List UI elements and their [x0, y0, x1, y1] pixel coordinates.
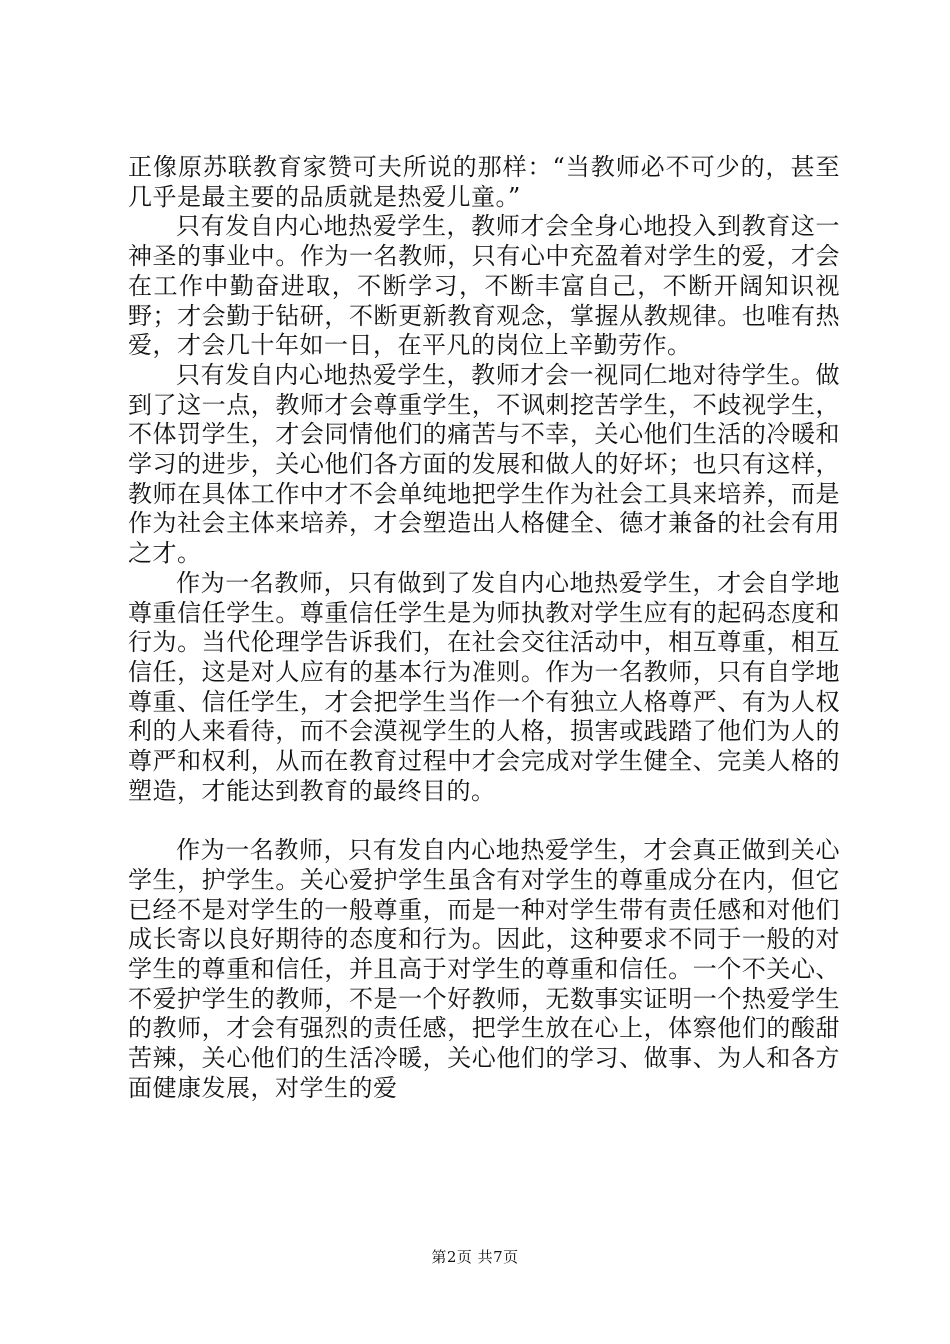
paragraph-5: 作为一名教师，只有发自内心地热爱学生，才会真正做到关心学生，护学生。关心爱护学生虽含有对学生的尊重成分在内，但它已经不是对学生的一般尊重，而是一种对学生带有责任感和对他们成长寄以良好期待的态度和行为。因此，这种要求不同于一般的对学生的尊重和信任，并且高于对学生的尊重和信任。一个不关心、不爱护学生的教师，不是一个好教师，无数事实证明一个热爱学生的教师，才会有强烈的责任感，把学生放在心上，体察他们的酸甜苦辣，关心他们的生活冷暖，关心他们的学习、做事、为人和各方面健康发展，对学生的爱	[128, 836, 840, 1102]
paragraph-4: 作为一名教师，只有做到了发自内心地热爱学生，才会自学地尊重信任学生。尊重信任学生是为师执教对学生应有的起码态度和行为。当代伦理学告诉我们，在社会交往活动中，相互尊重，相互信任，这是对人应有的基本行为准则。作为一名教师，只有自学地尊重、信任学生，才会把学生当作一个有独立人格尊严、有为人权利的人来看待，而不会漠视学生的人格，损害或践踏了他们为人的尊严和权利，从而在教育过程中才会完成对学生健全、完美人格的塑造，才能达到教育的最终目的。	[128, 568, 840, 805]
document-body	[128, 153, 840, 1103]
page-number-footer: 第2页 共7页	[431, 1248, 519, 1266]
paragraph-1: 正像原苏联教育家赞可夫所说的那样：“当教师必不可少的，甚至几乎是最主要的品质就是热爱儿童。”	[128, 153, 840, 211]
paragraph-2: 只有发自内心地热爱学生，教师才会全身心地投入到教育这一神圣的事业中。作为一名教师，只有心中充盈着对学生的爱，才会在工作中勤奋进取，不断学习，不断丰富自己，不断开阔知识视野；才会勤于钻研，不断更新教育观念，掌握从教规律。也唯有热爱，才会几十年如一日，在平凡的岗位上辛勤劳作。	[128, 212, 840, 360]
paragraph-3: 只有发自内心地热爱学生，教师才会一视同仁地对待学生。做到了这一点，教师才会尊重学生，不讽刺挖苦学生，不歧视学生，不体罚学生，才会同情他们的痛苦与不幸，关心他们生活的冷暖和学习的进步，关心他们各方面的发展和做人的好坏；也只有这样，教师在具体工作中才不会单纯地把学生作为社会工具来培养，而是作为社会主体来培养，才会塑造出人格健全、德才兼备的社会有用之才。	[128, 360, 840, 568]
